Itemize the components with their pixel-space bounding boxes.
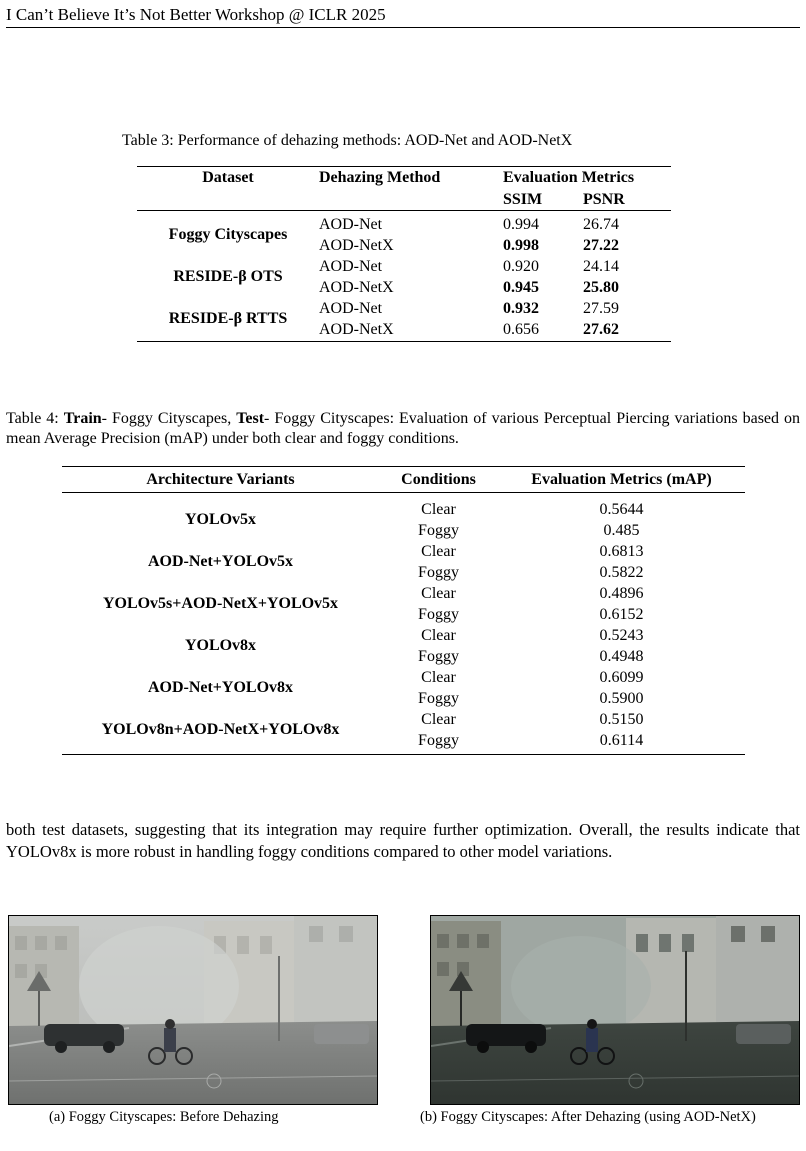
t4-arch: YOLOv8n+AOD-NetX+YOLOv8x: [101, 721, 340, 738]
t3-method: AOD-NetX: [319, 278, 394, 296]
t4-map: 0.4948: [599, 647, 644, 665]
t3-dataset: RESIDE-β OTS: [173, 268, 283, 285]
foggy-street-image: [9, 916, 377, 1104]
t4-arch: YOLOv5s+AOD-NetX+YOLOv5x: [102, 595, 339, 612]
t4-map: 0.6099: [599, 668, 644, 686]
t3-ssim: 0.932: [503, 299, 539, 317]
t3-method: AOD-Net: [319, 299, 383, 317]
t4-cond: Clear: [421, 542, 456, 560]
t3-dataset: Foggy Cityscapes: [168, 226, 288, 243]
t4-cond: Clear: [421, 668, 456, 686]
running-header: I Can’t Believe It’s Not Better Workshop @ ICLR 2025: [6, 5, 800, 28]
t3-dataset: RESIDE-β RTTS: [168, 310, 288, 327]
t4-caption-prefix: Table 4:: [6, 410, 64, 427]
t3-method: AOD-Net: [319, 215, 383, 233]
t3-ssim: 0.656: [503, 320, 539, 338]
t4-caption-rest: - Foggy Cityscapes: Evaluation of various Perceptual Piercing variations based on mean Average Precision (mAP) under both clear and foggy conditions.: [6, 410, 801, 447]
t4-cond: Foggy: [418, 647, 459, 665]
t4-caption-train: Train: [63, 410, 102, 427]
figure-after-dehazing: [430, 915, 800, 1105]
dehazed-street-image: [431, 916, 799, 1104]
t3-header-dataset: Dataset: [202, 169, 254, 187]
t4-arch: AOD-Net+YOLOv5x: [147, 553, 294, 570]
t3-ssim: 0.994: [503, 215, 539, 233]
t4-header-cond: Conditions: [401, 471, 476, 488]
t4-arch: YOLOv8x: [184, 637, 257, 654]
t4-map: 0.6813: [599, 542, 644, 560]
t4-cond: Clear: [421, 626, 456, 644]
figure-a-caption: (a) Foggy Cityscapes: Before Dehazing: [49, 1109, 279, 1125]
t3-ssim: 0.945: [503, 278, 539, 296]
t3-psnr: 27.59: [583, 299, 619, 317]
t4-caption-test: Test: [236, 410, 265, 427]
t4-arch: YOLOv5x: [184, 511, 257, 528]
t4-map: 0.4896: [599, 584, 644, 602]
t3-header-ssim: SSIM: [503, 190, 543, 208]
t3-psnr: 25.80: [583, 278, 619, 296]
t3-method: AOD-NetX: [319, 236, 394, 254]
t3-header-metrics: Evaluation Metrics: [503, 169, 635, 187]
figure-b-caption: (b) Foggy Cityscapes: After Dehazing (using AOD-NetX): [420, 1109, 756, 1125]
figure-before-dehazing: [8, 915, 378, 1105]
table4: [62, 466, 745, 755]
t4-map: 0.5822: [599, 563, 644, 581]
body-paragraph: both test datasets, suggesting that its integration may require further optimization. Overall, the results indicate that YOLOv8x is more robust in handling foggy conditions compared to other model variations.: [6, 820, 800, 861]
t4-map: 0.5150: [599, 710, 644, 728]
t3-method: AOD-NetX: [319, 320, 394, 338]
t3-ssim: 0.998: [503, 236, 539, 254]
t3-method: AOD-Net: [319, 257, 383, 275]
t4-map: 0.6152: [599, 605, 644, 623]
t3-psnr: 26.74: [583, 215, 619, 233]
t3-psnr: 24.14: [583, 257, 619, 275]
t4-map: 0.5900: [599, 689, 644, 707]
t4-map: 0.6114: [599, 731, 644, 749]
t3-psnr: 27.22: [583, 236, 619, 254]
t4-map: 0.485: [603, 521, 640, 539]
t4-cond: Clear: [421, 584, 456, 602]
t3-header-method: Dehazing Method: [319, 169, 441, 187]
t3-psnr: 27.62: [583, 320, 619, 338]
t3-ssim: 0.920: [503, 257, 539, 275]
t4-caption-mid: - Foggy Cityscapes,: [101, 410, 237, 427]
t3-header-psnr: PSNR: [583, 190, 625, 208]
table4-caption: [6, 409, 800, 449]
t4-cond: Foggy: [418, 563, 459, 581]
t4-cond: Clear: [421, 710, 456, 728]
t4-map: 0.5243: [599, 626, 644, 644]
table3-caption: Table 3: Performance of dehazing methods: AOD-Net and AOD-NetX: [122, 132, 573, 149]
t4-cond: Foggy: [418, 731, 459, 749]
t4-header-arch: Architecture Variants: [146, 471, 295, 488]
t4-cond: Foggy: [418, 521, 459, 539]
t4-map: 0.5644: [599, 500, 644, 518]
t4-cond: Foggy: [418, 605, 459, 623]
t4-cond: Foggy: [418, 689, 459, 707]
t4-cond: Clear: [421, 500, 456, 518]
t4-header-metric: Evaluation Metrics (mAP): [531, 471, 712, 488]
t4-arch: AOD-Net+YOLOv8x: [147, 679, 294, 696]
table3: [137, 166, 671, 342]
